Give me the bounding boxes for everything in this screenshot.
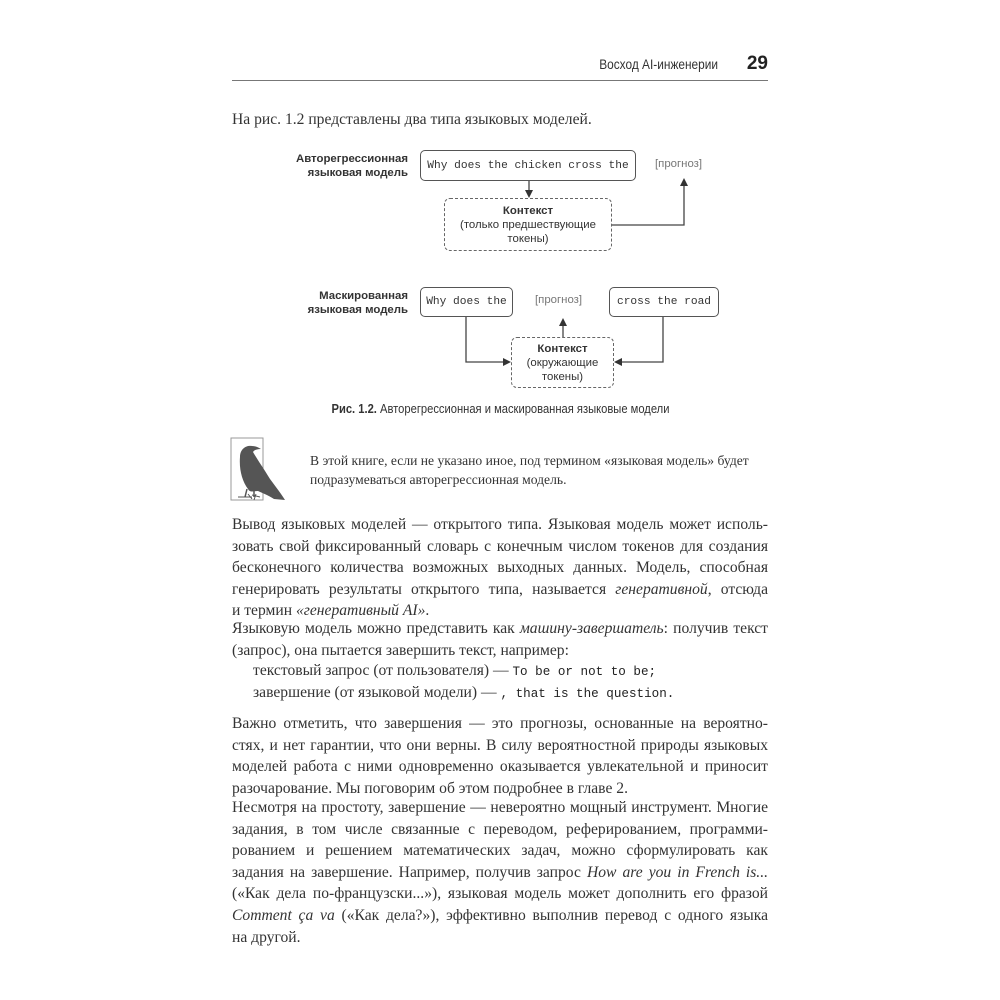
masked-right-box: cross the road bbox=[609, 287, 719, 317]
emphasis: How are you in French is... bbox=[586, 863, 768, 881]
autoregressive-input-box: Why does the chicken cross the bbox=[420, 150, 636, 181]
text-line: (запрос), она пытается завершить текст, например: bbox=[232, 641, 569, 659]
masked-left-box: Why does the bbox=[420, 287, 513, 317]
autoregressive-context-box bbox=[444, 198, 612, 251]
emphasis: Comment ça va bbox=[232, 906, 335, 924]
text-span: Языковую модель можно представить как bbox=[232, 620, 520, 637]
masked-context-box bbox=[511, 337, 614, 388]
text-span: и термин bbox=[232, 602, 296, 620]
example-label: текстовый запрос (от пользователя) — bbox=[253, 662, 513, 679]
text-line: Важно отметить, что завершения — это прогнозы, основанные на вероятно- bbox=[232, 715, 768, 732]
chapter-title: Восход AI-инженерии bbox=[599, 57, 718, 72]
text-line bbox=[232, 905, 768, 927]
intro-text: На рис. 1.2 представлены два типа языковых моделей. bbox=[232, 111, 592, 128]
note-text bbox=[310, 451, 770, 489]
text-span: , отсюда bbox=[707, 580, 768, 598]
masked-label bbox=[270, 289, 408, 317]
text-line: на другой. bbox=[232, 928, 301, 946]
caption-number: Рис. 1.2. bbox=[331, 401, 377, 416]
paragraph-completion-power bbox=[232, 797, 768, 948]
text-span: . bbox=[425, 602, 430, 620]
text-span: задания на завершение. Например, получив запрос bbox=[232, 863, 587, 881]
note-line: подразумеваться авторегрессионная модель. bbox=[310, 472, 567, 487]
context-desc: (окружающие bbox=[526, 356, 599, 369]
text-line: моделей работа с ними одновременно оказывается увлекательной и приносит bbox=[232, 758, 768, 776]
paragraph-probabilistic bbox=[232, 713, 768, 799]
text-line bbox=[232, 618, 768, 640]
text-line: («Как дела по-французски...»), языковая модель может дополнить его фразой bbox=[232, 885, 768, 903]
example-prompt bbox=[253, 662, 656, 680]
text-line: Несмотря на простоту, завершение — невероятно мощный инструмент. Многие bbox=[232, 799, 768, 816]
page-number: 29 bbox=[746, 53, 768, 74]
text-line: Вывод языковых моделей — открытого типа. Языковая модель может исполь- bbox=[232, 516, 768, 533]
example-label: завершение (от языковой модели) — bbox=[253, 684, 501, 701]
text-line: рованием и решением математических задач, можно сформулировать как bbox=[232, 842, 768, 860]
text-line: задания, в том числе связанные с переводом, реферированием, программи- bbox=[232, 820, 768, 838]
context-desc: токены) bbox=[507, 232, 549, 245]
text-line: стях, и нет гарантии, что они верны. В силу вероятностной природы языковых bbox=[232, 736, 768, 754]
context-desc: токены) bbox=[541, 370, 584, 383]
example-completion bbox=[253, 684, 674, 702]
emphasis: машину-завершатель bbox=[519, 620, 664, 637]
bird-icon bbox=[230, 437, 286, 501]
example-code: , that is the question. bbox=[500, 687, 675, 701]
text-span: генерировать результаты открытого типа, называется bbox=[232, 580, 616, 598]
text-line: разочарование. Мы поговорим об этом подробнее в главе 2. bbox=[232, 779, 628, 797]
autoregressive-prediction: [прогноз] bbox=[655, 158, 703, 170]
figure-caption bbox=[232, 401, 768, 416]
example-code: To be or not to be; bbox=[512, 665, 657, 679]
context-title: Контекст bbox=[502, 204, 554, 217]
note-line: В этой книге, если не указано иное, под термином «языковая модель» будет bbox=[310, 453, 749, 468]
label-line: языковая модель bbox=[307, 304, 408, 316]
text-line: зовать свой фиксированный словарь с конечным числом токенов для создания bbox=[232, 537, 768, 555]
arrow-right-icon bbox=[466, 317, 509, 362]
text-span: : получив текст bbox=[663, 620, 768, 637]
text-span: («Как дела?»), эффективно выполнив перевод с одного языка bbox=[334, 906, 768, 924]
text-line bbox=[232, 862, 768, 884]
label-line: Авторегрессионная bbox=[295, 153, 408, 165]
label-line: Маскированная bbox=[319, 290, 408, 302]
context-title: Контекст bbox=[537, 342, 588, 355]
masked-prediction: [прогноз] bbox=[535, 294, 583, 306]
autoregressive-label bbox=[270, 152, 408, 180]
text-line bbox=[232, 579, 768, 601]
emphasis: «генеративный AI» bbox=[296, 602, 426, 620]
paragraph-open-ended-output bbox=[232, 514, 768, 622]
arrow-left-icon bbox=[616, 317, 663, 362]
caption-text: Авторегрессионная и маскированная языковые модели bbox=[376, 401, 669, 416]
paragraph-completion-machine bbox=[232, 618, 768, 661]
emphasis: генеративной bbox=[615, 580, 708, 598]
context-desc: (только предшествующие bbox=[460, 218, 596, 231]
label-line: языковая модель bbox=[307, 167, 408, 179]
text-line: бесконечного количества возможных выходных данных. Модель, способная bbox=[232, 559, 768, 577]
arrow-up-icon bbox=[612, 180, 684, 225]
